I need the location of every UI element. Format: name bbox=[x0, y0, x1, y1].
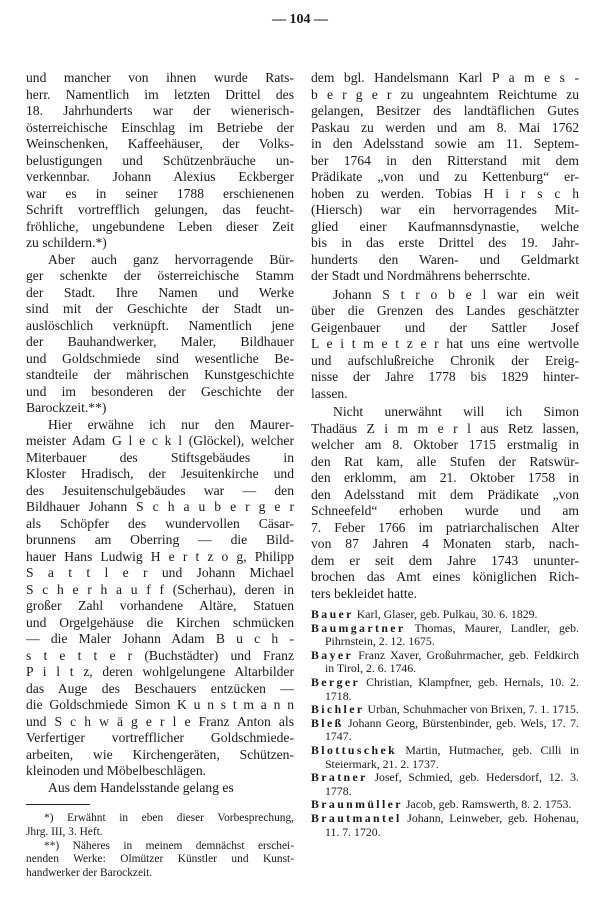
text-line: kleinoden und Möbelbeschlägen. bbox=[26, 763, 207, 778]
register-entry bbox=[311, 798, 579, 812]
entry-details: Franz Xaver, Großuhrmacher, geb. Feldkirch in Tirol, 2. 6. 1746. bbox=[325, 647, 579, 676]
text-line: L e i t m e t z e r hat uns eine wertvolle bbox=[311, 336, 579, 351]
entry-details: Johann, Leinweber, geb. Hohenau, 11. 7. 1720. bbox=[325, 810, 579, 839]
text-line: b e r g e r zu ungeahntem Reichtume zu bbox=[311, 86, 579, 102]
text-line: Hier erwähne ich nur den Maurer- bbox=[48, 416, 294, 432]
entry-surname: Braunmüller bbox=[311, 797, 403, 812]
paragraph bbox=[26, 417, 294, 780]
text-line: Miterbauer des Stiftsgebäudes in bbox=[26, 449, 294, 465]
register-entry bbox=[311, 744, 579, 771]
text-line: ters bekleidet hatte. bbox=[311, 585, 418, 601]
text-line: P i l t z, deren wohlgelungene Altarbilder bbox=[26, 664, 294, 679]
text-line: bis in das erste Drittel des 19. Jahr- bbox=[311, 235, 579, 250]
text-line: hauer Hans Ludwig H e r t z o g, Philipp bbox=[26, 548, 294, 564]
entry-details: Martin, Hutmacher, geb. Cilli in Steiermark, 21. 2. 1737. bbox=[325, 742, 579, 771]
text-line: verkennbar. Johann Alexius Eckberger bbox=[26, 169, 294, 184]
footnote-line: handwerker der Barockzeit. bbox=[26, 867, 153, 880]
register-entry bbox=[311, 703, 579, 717]
text-line: der Stadt und Nordmährens beherrschte. bbox=[311, 268, 531, 283]
left-column bbox=[26, 70, 294, 796]
register-entry bbox=[311, 676, 579, 703]
entry-surname: Brautmantel bbox=[311, 810, 402, 825]
text-line: über die Grenzen des Landes geschätzter bbox=[311, 303, 579, 318]
text-line: dem bgl. Handelsmann Karl P a m e s - bbox=[311, 70, 579, 85]
text-line: Bildhauer Johann S c h a u b e r g e r bbox=[26, 499, 294, 514]
text-line: den erklomm, am 21. Oktober 1758 in bbox=[311, 470, 579, 485]
text-line: Weinschenken, Kaffeehäuser, der Volks- bbox=[26, 136, 294, 151]
register-entry bbox=[311, 608, 579, 622]
text-line: — die Maler Johann Adam B u c h - bbox=[26, 631, 294, 646]
entry-details: Christian, Klampfner, geb. Hernals, 10. 2. 1718. bbox=[325, 674, 579, 703]
text-line: Verfertiger vortrefflicher Goldschmiede- bbox=[26, 730, 294, 745]
text-line: Schrift vortrefflich gelungen, das feucht- bbox=[26, 202, 294, 217]
text-line: brochen das Amt eines königlichen Rich- bbox=[311, 569, 579, 584]
text-line: von 87 Jahren 4 Monaten starb, nach- bbox=[311, 536, 579, 551]
text-line: des Jesuitenschulgebäudes war — den bbox=[26, 482, 294, 498]
text-line: belustigungen und Schützenbräuche un- bbox=[26, 152, 294, 168]
entry-details: Urban, Schuhmacher von Brixen, 7. 1. 1715. bbox=[367, 702, 579, 717]
text-line: s t e t t e r (Buchstädter) und Franz bbox=[26, 647, 294, 663]
text-line: gelangen, Besitzer des landtäflichen Gutes bbox=[311, 103, 579, 118]
paragraph bbox=[26, 70, 294, 252]
text-line: meister Adam G l e c k l (Glöckel), welcher bbox=[26, 433, 294, 448]
entry-surname: Bichler bbox=[311, 702, 365, 717]
text-line: den Rat kam, alle Stufen der Ratswür- bbox=[311, 453, 579, 469]
text-line: arbeiten, wie Kirchengeräten, Schützen- bbox=[26, 746, 294, 762]
text-line: Paskau zu werden und am 8. Mai 1762 bbox=[311, 119, 579, 135]
text-line: und im besonderen der Geschichte der bbox=[26, 383, 294, 399]
right-column bbox=[311, 70, 579, 602]
text-line: zu schildern.*) bbox=[26, 235, 107, 250]
text-line: S a t t l e r und Johann Michael bbox=[26, 565, 294, 580]
footnote-line: **) Näheres in meinem demnächst erschei- bbox=[44, 839, 294, 852]
text-line: der Bauhandwerker, Maler, Bildhauer bbox=[26, 334, 294, 349]
entry-details: Jacob, geb. Ramswerth, 8. 2. 1753. bbox=[405, 797, 572, 812]
text-line: und Goldschmiede sind wesentliche Be- bbox=[26, 350, 294, 366]
register-entry bbox=[311, 717, 579, 744]
text-line: den Adelsstand mit dem Prädikate „von bbox=[311, 486, 579, 502]
text-line: 18. Jahrhunderts war der wienerisch- bbox=[26, 103, 294, 118]
footnotes bbox=[26, 812, 294, 881]
page-number: — 104 — bbox=[272, 12, 328, 27]
text-line: und S c h w ä g e r l e Franz Anton als bbox=[26, 713, 294, 729]
register-entry bbox=[311, 771, 579, 798]
text-line: hunderts den Waren- und Geldmarkt bbox=[311, 251, 579, 267]
text-line: brunnens am Oberring — die Bild- bbox=[26, 532, 294, 547]
text-line: dem er seit dem Jahre 1743 ununter- bbox=[311, 552, 579, 568]
footnote-separator bbox=[26, 804, 90, 805]
footnote-line: *) Erwähnt in eben dieser Vorbesprechung, bbox=[44, 812, 294, 824]
footnote-line: nenden Werke: Olmützer Künstler und Kunst- bbox=[26, 853, 294, 866]
text-line: der Stadt. Ihre Namen und Werke bbox=[26, 284, 294, 300]
entry-surname: Bleß bbox=[311, 715, 344, 730]
entry-surname: Baumgartner bbox=[311, 620, 406, 635]
text-line: in den Adelsstand sowie am 11. Septem- bbox=[311, 136, 579, 151]
text-line: Nicht unerwähnt will ich Simon bbox=[333, 404, 579, 419]
entry-surname: Bratner bbox=[311, 770, 368, 785]
paragraph bbox=[26, 780, 294, 797]
text-line: welcher am 8. Oktober 1715 erstmalig in bbox=[311, 437, 579, 452]
paragraph bbox=[26, 252, 294, 417]
text-line: großer Zahl vorhandene Altäre, Statuen bbox=[26, 598, 294, 613]
text-line: und Orgelgehäuse die Kirchen schmücken bbox=[26, 614, 294, 630]
text-line: die Goldschmiede Simon K u n s t m a n n bbox=[26, 697, 294, 712]
register-list bbox=[311, 608, 579, 839]
text-line: standteile der mährischen Kunstgeschichte bbox=[26, 367, 294, 382]
text-line: Barockzeit.**) bbox=[26, 400, 107, 415]
text-line: Johann S t r o b e l war ein weit bbox=[333, 286, 579, 302]
entry-surname: Blottuschek bbox=[311, 742, 398, 757]
text-line: ger schenkte der österreichische Stamm bbox=[26, 268, 294, 283]
entry-details: Josef, Schmied, geb. Hedersdorf, 12. 3. 1778. bbox=[325, 770, 579, 798]
entry-surname: Berger bbox=[311, 674, 361, 689]
text-line: Kloster Hradisch, der Jesuitenkirche und bbox=[26, 466, 294, 481]
text-line: herr. Namentlich im letzten Drittel des bbox=[26, 86, 294, 102]
text-line: österreichische Einschlag im Betriebe der bbox=[26, 119, 294, 135]
register-entry bbox=[311, 649, 579, 676]
text-line: (Hiersch) war ein hervorragendes Mit- bbox=[311, 202, 579, 217]
text-line: und mancher von ihnen wurde Rats- bbox=[26, 70, 294, 85]
text-line: S c h e r h a u f f (Scherhau), deren in bbox=[26, 581, 294, 597]
text-line: sind mit der Geschichte der Stadt un- bbox=[26, 301, 294, 316]
text-line: nisse der Jahre 1778 bis 1829 hinter- bbox=[311, 369, 579, 384]
text-line: lassen. bbox=[311, 385, 348, 401]
text-line: das Auge des Beschauers entzücken — bbox=[26, 680, 294, 696]
entry-details: Thomas, Maurer, Landler, geb. Pihrnstein, 2. 12. 1675. bbox=[325, 620, 579, 649]
register-entry bbox=[311, 622, 579, 649]
text-line: hoben zu werden. Tobias H i r s c h bbox=[311, 185, 579, 201]
entry-details: Karl, Glaser, geb. Pulkau, 30. 6. 1829. bbox=[356, 607, 538, 621]
text-line: und aufschlußreiche Chronik der Ereig- bbox=[311, 352, 579, 368]
text-line: auslöschlich verknüpft. Namentlich jene bbox=[26, 317, 294, 333]
paragraph bbox=[311, 70, 579, 285]
entry-surname: Bayer bbox=[311, 647, 354, 662]
paragraph bbox=[311, 404, 579, 602]
text-line: fröhliche, ungebundene Leben dieser Zeit bbox=[26, 218, 294, 234]
register-entry bbox=[311, 812, 579, 839]
text-line: Aus dem Handelsstande gelang es bbox=[48, 779, 234, 795]
text-line: Schneefeld“ erhoben wurde und am bbox=[311, 503, 579, 518]
text-line: Aber auch ganz hervorragende Bür- bbox=[48, 251, 294, 267]
text-line: ber 1764 in den Ritterstand mit dem bbox=[311, 152, 579, 168]
paragraph bbox=[311, 287, 579, 403]
text-line: 7. Feber 1766 im patriarchalischen Alter bbox=[311, 519, 579, 535]
text-line: Prädikate „von und zu Kettenburg“ er- bbox=[311, 169, 579, 184]
footnote-line: Jhrg. III, 3. Heft. bbox=[26, 825, 103, 838]
text-line: als Schöpfer des wundervollen Cäsar- bbox=[26, 515, 294, 531]
entry-details: Johann Georg, Bürstenbinder, geb. Wels, 17. 7. 1747. bbox=[325, 715, 579, 744]
text-line: war es in seiner 1788 erschienenen bbox=[26, 185, 294, 201]
text-line: glied einer Kaufmannsdynastie, welche bbox=[311, 218, 579, 234]
text-line: Thadäus Z i m m e r l aus Retz lassen, bbox=[311, 420, 579, 436]
text-line: Geigenbauer und der Sattler Josef bbox=[311, 319, 579, 335]
entry-surname: Bauer bbox=[311, 607, 354, 621]
